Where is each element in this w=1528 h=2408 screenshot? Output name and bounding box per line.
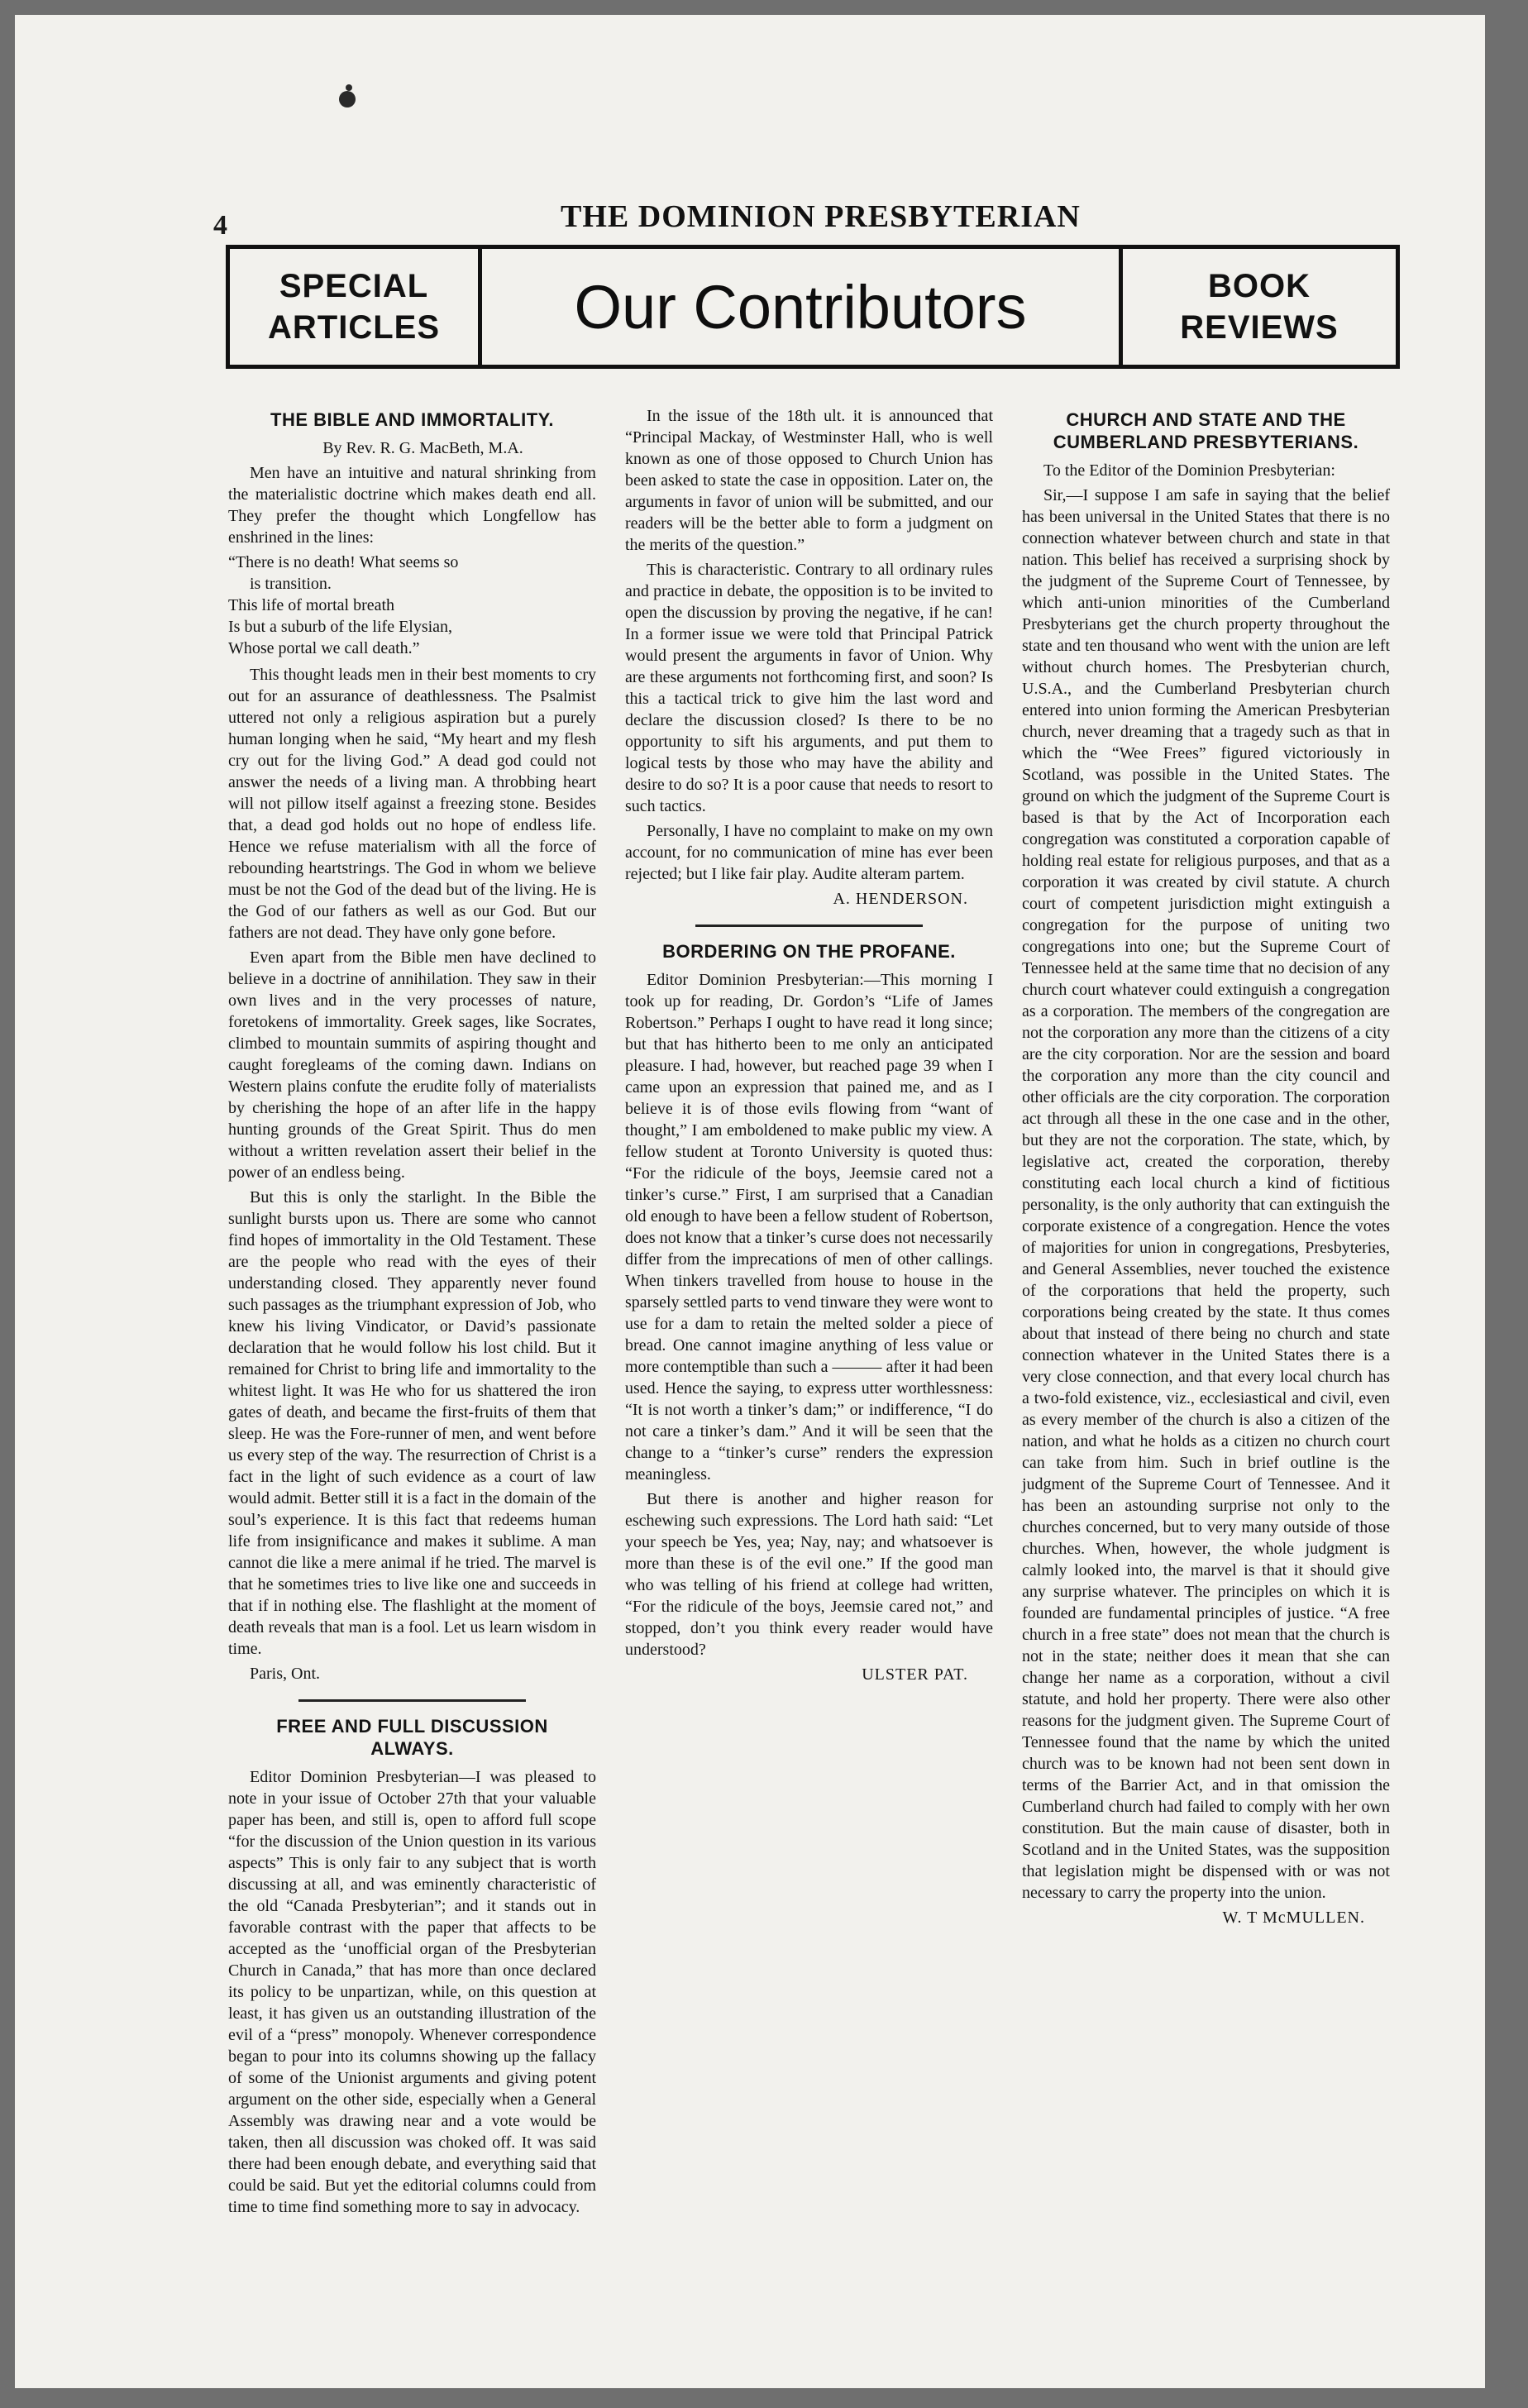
column-2	[625, 405, 993, 1689]
page-number: 4	[213, 210, 227, 241]
article-title-line: FREE AND FULL DISCUSSION	[276, 1716, 548, 1737]
banner-right-line1: BOOK	[1208, 268, 1311, 304]
article-paragraph: This thought leads men in their best moments to cry out for an assurance of deathlessness. The Psalmist uttered not only a religious aspiration but a purely human longing when he said, “My heart and my flesh cry out for the living God.” A dead god could not answer the needs of a living man. A throbbing heart will not pillow itself against a freezing stone. Besides that, a dead god holds out no hope of endless life. Hence we refuse materialism with all the force of rebounding heartstrings. The God in whom we believe must be not the God of the dead but of the living. He is the God of our fathers as well as our God. But our fathers are not dead. They have only gone before.	[228, 666, 596, 942]
banner-left-line1: SPECIAL	[279, 268, 429, 304]
article-paragraph: Men have an intuitive and natural shrinking from the materialistic doctrine which makes death end all. They prefer the thought which Longfellow has enshrined in the lines:	[228, 464, 596, 547]
article-signature: A. HENDERSON.	[833, 890, 968, 908]
section-banner	[226, 245, 1400, 369]
article-salutation: To the Editor of the Dominion Presbyterian:	[1043, 461, 1335, 480]
article-title-line: ALWAYS.	[370, 1738, 454, 1759]
article-place: Paris, Ont.	[250, 1665, 320, 1683]
column-3	[1022, 405, 1390, 1932]
banner-left-label	[230, 249, 478, 365]
ink-blotch	[339, 91, 356, 108]
article-title	[228, 1715, 596, 1760]
banner-right-line2: REVIEWS	[1180, 309, 1339, 346]
article-paragraph: Personally, I have no complaint to make on my own account, for no communication of mine has ever been rejected; but I like fair play. Audite alteram partem.	[625, 822, 993, 883]
poem-line: “There is no death! What seems so	[228, 553, 459, 571]
masthead: THE DOMINION PRESBYTERIAN	[561, 199, 1081, 234]
column-1	[228, 405, 596, 2221]
banner-right-label	[1123, 249, 1396, 365]
article-title-line: CUMBERLAND PRESBYTERIANS.	[1053, 432, 1359, 452]
poem-line: This life of mortal breath	[228, 596, 395, 614]
article-title: BORDERING ON THE PROFANE.	[662, 941, 956, 962]
poem-line: Whose portal we call death.”	[228, 639, 420, 657]
article-paragraph: But this is only the starlight. In the Bible the sunlight bursts upon us. There are some who cannot find hopes of immortality in the Old Testament. These are the people who read with the eyes of their understanding closed. They apparently never found such passages as the triumphant expression of Job, who knew his living Vindicator, or David’s passionate declaration that he would follow his lost child. But it remained for Christ to bring life and immortality to the whitest light. It was He who for us shattered the iron gates of death, and became the first-fruits of them that sleep. He was the Fore-runner of men, and went before us every step of the way. The resurrection of Christ is a fact in the light of such evidence as a court of law would admit. Better still it is a fact in the domain of the soul’s experience. It is this fact that redeems human life from insignificance and makes it sublime. A man cannot die like a mere animal if he tried. The marvel is that he sometimes tries to live like one and succeeds in that if in nothing else. The flashlight at the moment of death reveals that man is a fool. Let us learn wisdom in time.	[228, 1188, 596, 1658]
article-title	[1022, 408, 1390, 453]
article-paragraph: This is characteristic. Contrary to all ordinary rules and practice in debate, the opposition is to be invited to open the discussion by proving the negative, if he can! In a former issue we were told that Principal Patrick would present the arguments in favor of Union. Why are these arguments not forthcoming first, and soon? Is this a tactical trick to give him the last word and declare the discussion closed? Is there to be no opportunity to sift his arguments, and put them to logical tests by those who may have the ability and desire to do so? It is a poor cause that needs to resort to such tactics.	[625, 561, 993, 815]
divider	[298, 1699, 527, 1702]
article-title: THE BIBLE AND IMMORTALITY.	[270, 409, 554, 430]
article-paragraph: Even apart from the Bible men have declined to believe in a doctrine of annihilation. They saw in their own lives and in the very processes of nature, foretokens of immortality. Greek sages, like Socrates, climbed to mountain summits of aspiring thought and caught foregleams of the coming dawn. Indians on Western plains confute the erudite folly of materialists by cherishing the hope of an after life in the happy hunting grounds of the Great Spirit. Thus do men without a written revelation assert their belief in the power of an endless being.	[228, 948, 596, 1182]
divider	[695, 924, 924, 927]
banner-left-line2: ARTICLES	[268, 309, 440, 346]
ink-blotch	[346, 84, 352, 91]
poem-line: Is but a suburb of the life Elysian,	[228, 618, 453, 636]
article-byline: By Rev. R. G. MacBeth, M.A.	[322, 439, 523, 457]
article-signature: W. T McMULLEN.	[1222, 1909, 1365, 1927]
article-title-line: CHURCH AND STATE AND THE	[1066, 409, 1346, 430]
article-paragraph: Sir,—I suppose I am safe in saying that the belief has been universal in the United States that there is no connection whatever between church and state in that nation. This belief has received a surprising shock by the judgment of the Supreme Court of Tennessee, by which anti-union minorities of the Cumberland Presbyterians get the church property throughout the state and ten thousand who went with the union are left without church homes. The Presbyterian church, U.S.A., and the Cumberland Presbyterian church entered into union forming the American Presbyterian church, never dreaming that a tragedy such as that in which the “Wee Frees” figured victoriously in Scotland, was possible in the United States. The ground on which the judgment of the Supreme Court is based is that by the Act of Incorporation each congregation was constituted a corporation capable of holding real estate for religious purposes, and that as a corporation it was created by civil statute. A church court of competent jurisdiction might extinguish a congregation for the purpose of uniting two congregations into one; but the Supreme Court of Tennessee held at the same time that no decision of any church court whatever could extinguish a congregation as a corporation. The members of the congregation are not the corporation any more than the citizens of a city are the city corporation. Nor are the session and board the corporation any more than the city council and other officials are the city corporation. The corporation act through all these in the one case and in the other, but they are not the corporation. The state, which, by legislative act, created the corporation, thereby constituting each local church a kind of fictitious personality, is the only authority that can extinguish the corporate existence of a congregation. Hence the votes of majorities for union in congregations, Presbyteries, and General Assemblies, never touched the existence of the corporations that held the property, such corporations being created by the state. It thus comes about that instead of there being no church and state connection whatever in the United States there is a very close connection, and that every local church has a two-fold existence, viz., ecclesiastical and civil, even as every member of the church is also a citizen of the nation, and what he holds as a citizen no church court can take from him. Such in brief outline is the judgment of the Supreme Court of Tennessee. And it has been an astounding surprise not only to the churches concerned, but to very many outside of those churches. When, however, the whole judgment is calmly looked into, the marvel is that it should give any surprise whatever. The principles on which it is founded are fundamental principles of justice. “A free church in a free state” does not mean that the church is not in the state; neither does it mean that she can change her name as a corporation, without a civil statute, and hold her property. There were also other reasons for the judgment given. The Supreme Court of Tennessee found that the name by which the united church was to be known had not been sent down in terms of the Barrier Act, and in that omission the Cumberland church had failed to comply with her own constitution. But the main cause of disaster, both in Scotland and in the United States, was the supposition that legislation might be dispensed with or was not necessary to carry the property into the union.	[1022, 486, 1390, 1902]
article-paragraph: Editor Dominion Presbyterian:—This morning I took up for reading, Dr. Gordon’s “Life of James Robertson.” Perhaps I ought to have read it long since; but that has hitherto been to me only an anticipated pleasure. I had, however, but reached page 39 when I came upon an expression that pained me, and as I believe it is of those evils flowing from “want of thought,” I am emboldened to make public my view. A fellow student at Toronto University is quoted thus: “For the ridicule of the boys, Jeemsie cared not a tinker’s curse.” First, I am surprised that a Canadian old enough to have been a fellow student of Robertson, does not know that a tinker’s curse does not necessarily differ from the imprecations of men of other callings. When tinkers travelled from house to house in the sparsely settled parts to vend tinware they were wont to use for a dam to retain the melted solder a piece of bread. One cannot imagine anything of less value or more contemptible than such a ——— after it had been used. Hence the saying, to express utter worthlessness: “It is not worth a tinker’s dam;” or indifference, “I do not care a tinker’s dam.” And it will be seen that the change to a “tinker’s curse” renders the expression meaningless.	[625, 971, 993, 1484]
article-paragraph: But there is another and higher reason for eschewing such expressions. The Lord hath said: “Let your speech be Yes, yea; Nay, nay; and whatsoever is more than these is of the evil one.” If the good man who was telling of his friend at college had written, “For the ridicule of the boys, Jeemsie cared not,” and stopped, don’t you think every reader would have understood?	[625, 1490, 993, 1659]
article-signature: ULSTER PAT.	[862, 1665, 968, 1684]
poem-line: is transition.	[250, 575, 332, 593]
article-paragraph: In the issue of the 18th ult. it is announced that “Principal Mackay, of Westminster Hall, who is well known as one of those opposed to Church Union has been asked to state the case in opposition. Later on, the arguments in favor of union will be submitted, and our readers will be the better able to form a judgment on the merits of the question.”	[625, 407, 993, 554]
article-paragraph: Editor Dominion Presbyterian—I was pleased to note in your issue of October 27th that your valuable paper has been, and still is, open to afford full scope “for the discussion of the Union question in its various aspects” This is only fair to any subject that is worth discussing at all, and was eminently characteristic of the old “Canada Presbyterian”; and it stands out in favorable contrast with the paper that affects to be accepted as the ‘unofficial organ of the Presbyterian Church in Canada,” that has more than once declared its policy to be unpartizan, while, on this question at least, it has given us an outstanding illustration of the evil of a “press” monopoly. Whenever correspondence began to pour into its columns showing up the fallacy of some of the Unionist arguments and giving potent argument on the other side, especially when a General Assembly was drawing near and a vote would be taken, then all discussion was choked off. It was said there had been enough debate, and everything said that could be said. But yet the editorial columns could from time to time find something more to say in advocacy.	[228, 1768, 596, 2216]
banner-title: Our Contributors	[478, 249, 1123, 365]
newspaper-page	[15, 15, 1485, 2388]
